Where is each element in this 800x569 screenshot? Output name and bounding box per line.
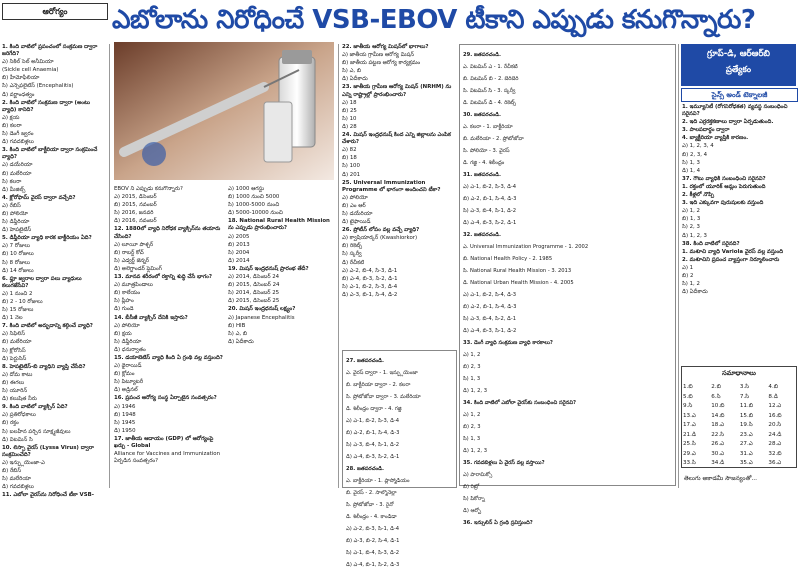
question-line: 31. జతపరచండి. [463,172,501,179]
answer-cell: 21.డి [683,431,697,438]
question-line: బి) 2, 3, 4 [682,151,708,158]
question-line: 3. పాలపదార్థం ద్వారా [682,127,730,134]
question-line: 1. మశూచి వ్యాధి Variola వైరస్‌ వల్ల వస్తుంది [682,248,784,255]
question-line: ఎ) ఎ-2, బి-4, సి-3, డి-1 [342,267,398,274]
question-line: బి) 1, 3 [682,216,701,223]
question-line: ఎ) 7 రోజులు [2,243,31,250]
question-line: ఎ) ఇన్ఫ్లుయెంజా-ఎ [2,459,45,466]
answer-cell: 11.బి [739,403,754,409]
question-line: డి. శిలీంధ్రం ద్వారా - 4. గజ్జి [346,406,402,413]
question-line: సి) 2014, డిసెంబర్‌ 25 [228,290,280,297]
question-line: బి. విటమిన్‌ బి - 2. బెరిబెరి [463,76,519,83]
question-line: బి) రికెట్స్‌ [342,243,363,250]
question-line: ఎ. Universal Immunization Programme - 1. 2002 [463,243,589,250]
question-line: డి) 5000-10000 నుంచి [228,210,283,217]
question-line: బి) 2 - 10 రోజులు [2,299,43,305]
divider [678,44,679,488]
question-line: సి) ఎ-3, బి-4, సి-1, డి-2 [463,207,517,214]
question-line: సి. విటమిన్‌ సి - 3. స్కర్వీ [463,88,516,95]
question-line: ఎ) 2014, డిసెంబర్‌ 24 [228,274,280,281]
question-line: డి) ఏదీకాదు [342,76,368,83]
question-line: డి) 201 [342,171,361,178]
answers-row [682,440,796,450]
question-line: ఎ) డయేరియా [2,162,33,169]
question-line: సి) డిఫ్తీరియా [2,219,30,226]
question-line: 1. ఇమ్యూనిటీ (రోగనిరోధకత) వ్యవస్థ సంబంధించి సరైనవి? [682,104,788,118]
question-line: 34. కింది వాటిలో ఎబోలా వైరస్‌కు సంబంధించి సరైనవి? [463,399,577,406]
section-label: ఆరోగ్యం [2,3,108,20]
question-line: ఎ) పోలియో [114,322,140,329]
question-line: (Sickle cell Anaemia) [2,67,59,74]
exam-tag-line2: ప్రత్యేకం [725,65,752,75]
question-line: సి) 1945 [114,419,136,426]
question-line: 35. గవదబిళ్లలు ఏ వైరస్‌ వల్ల వస్తాయి? [463,459,545,466]
question-line: డి) 1, 2, 3 [463,387,488,394]
divider [109,44,110,488]
question-line: డి) విటమిన్‌ సి [2,436,33,443]
question-line: 23. జాతీయ గ్రామీణ ఆరోగ్య మిషన్‌ (NRHM) ను ఎన్ని రాష్ట్రాల్లో ప్రారంభించారు? [342,84,452,98]
question-line: సి) ఎన్సెఫలైటిస్‌ (Encephalitis) [2,83,74,90]
answer-cell: 30.ఎ [711,450,725,457]
question-line: 2. ఇది ఎర్రరక్తకణాలు ద్వారా ఏర్పడుతుంది. [682,119,774,126]
question-line: 32. జతపరచండి. [463,231,501,238]
answer-cell: 16.బి [768,412,782,419]
question-line: సి) డిఫ్తీరియా [114,338,142,345]
answer-cell: 23.ఎ [739,431,753,438]
question-line: డి) 1950 [114,427,136,434]
question-line: ఎ) 18 [342,99,357,106]
question-line: 7. కింది వాటిలో అర్బుదాన్ని కల్గించే వ్యాధి? [2,323,93,330]
question-line: సి) 2004 [228,249,250,256]
question-line: ఎ) థైరాయిడ్‌ [114,363,142,370]
question-line: ఎ) 2015, డిసెంబర్‌ [114,194,157,201]
question-line: 12. 1880లో వ్యాధి నిరోధక వ్యాక్సిన్‌ను తయారు చేసింది? [114,226,221,240]
question-line: ఎ) ఎ-1, బి-2, సి-3, డి-4 [463,184,517,191]
question-line: ఎ) 1, 2, 3, 4 [682,143,714,150]
question-line: ఎ) పోలియో [342,194,368,201]
question-line: 20. మిషన్‌ ఇంద్రధనుష్‌ లక్ష్యం? [228,306,296,313]
question-line: సి) 1, 3 [682,159,700,166]
question-line: 28. జతపరచండి. [346,466,384,473]
question-line: ఎ) 1 [682,264,694,271]
question-line: 13. మానవ శరీరంలో రక్తాన్ని శుద్ధి చేసే భాగం? [114,274,212,281]
question-line: సి) డయేరియా [342,210,373,217]
question-line: బి) 25 [342,107,357,114]
question-line: సి) ఎ-3, బి-4, సి-1, డి-2 [346,442,400,449]
answer-cell: 29.ఎ [683,450,696,457]
answer-cell: 4.బి [768,384,779,390]
question-line: సి) 2016, జనవరి [114,210,154,217]
question-line: సి) 1, 3 [463,435,481,442]
question-line: 8. హెపటైటిస్‌-బి వ్యాధిని వ్యాప్తి చేసేది? [2,363,86,370]
question-line: బి) కలరా [2,122,22,129]
answer-cell: 19.సి [739,422,753,428]
answer-cell: 13.ఎ [683,412,696,419]
question-line: సి) యూరిన్‌ [2,388,28,395]
question-line: సి) 10 [342,115,357,122]
exam-tag-box [681,44,796,86]
question-line: బి) రాబర్ట్‌ కోచ్‌ [114,249,144,256]
question-line: సి) ఎ-3, బి-4, సి-2, డి-1 [463,315,517,322]
question-line: డి) రేచీకటి [342,259,365,266]
answer-cell: 3.సి [739,384,750,390]
question-line: సి) కలరా [2,178,22,185]
answers-row [682,383,796,393]
question-line: 26. ప్రోటీన్‌ లోపం వల్ల వచ్చే వ్యాధి? [342,227,420,234]
answers-grid [682,383,796,469]
question-line: సి. ప్రోటోజోవా - 3. రైనో [346,502,394,508]
question-line: 22. జాతీయ ఆరోగ్య మిషన్‌లో భాగాలు? [342,44,429,50]
question-line: 30. జతపరచండి. [463,112,501,119]
answer-cell: 12.ఎ [768,403,782,409]
answer-cell: 20.సి [768,422,782,428]
question-line: డి) ఆర్బో [463,507,482,514]
question-line: బి) 2, 3 [463,423,481,430]
question-line: బి) 2 [682,272,694,279]
question-line: 14. బీసీజీ వ్యాక్సిన్‌ దేనికి ఇస్తారు? [114,314,188,321]
question-line: 1. కింది వాటిలో ప్రపంచంలో సంక్రమణ ద్వారా జరిగేది? [2,44,98,58]
answer-cell: 32.బి [768,450,782,457]
question-line: 9. కింది వాటిలో వ్యాక్సిన్‌ ఏది? [2,404,68,411]
exam-tag-line1: గ్రూప్‌-డి, ఆర్‌ఆర్‌బి [707,49,770,59]
question-line: డి) 14 రోజులు [2,267,34,274]
question-line: బి) ఎ-4, బి-3, సి-2, డి-1 [342,275,398,282]
question-line: బి) 2015, డిసెంబర్‌ 24 [228,282,280,289]
question-line: బి. వైరస్‌ - 2. సాల్మొనెల్లా [346,490,397,497]
question-line: డి) 28 [342,123,357,130]
column-1 [2,44,106,499]
question-line: బి. బాక్టీరియా ద్వారా - 2. కలరా [346,382,411,389]
question-line: బి) మలేరియా [2,339,32,346]
question-line: సి) 1, 3 [463,375,481,382]
question-line: ఎ) 1, 2 [463,411,481,418]
question-line: 17. జాతీయ ఆదాయం (GDP) లో ఆరోగ్యంపై ఖర్చు - Global [114,435,214,449]
question-line: డి. విటమిన్‌ డి - 4. రికెట్స్‌ [463,100,516,107]
headline: ఎబోలాను నిరోధించే VSB-EBOV టీకాని ఎప్పుడు కనుగొన్నారు? [112,5,756,35]
question-line: ఎ) మూత్రపిండాలు [114,282,153,289]
question-line: డి) ఎ-4, బి-3, సి-2, డి-1 [346,454,400,461]
column-2 [114,186,224,486]
question-line: బి) ఎ-2, బి-1, సి-4, డి-3 [346,430,400,437]
question-line: సి) ఎ, బి [342,68,362,75]
question-line: బి) 18 [342,155,357,162]
question-line: ఎ) క్వాషియార్కర్‌ (Kwashiorkor) [342,235,418,242]
question-line: డి) పెర్టుసిస్‌ [2,355,27,362]
question-line: సి) 1, 2 [682,281,700,288]
question-line: 2. కీళ్లలో నొప్పి [682,192,715,199]
question-line: బి) ఎ-2, బి-1, సి-4, డి-3 [463,303,517,310]
question-line: డి) ఎ-4, బి-3, సి-1, డి-2 [463,327,517,334]
answers-box [681,366,797,468]
column-2b [228,186,336,486]
question-line: డి) అడ్రినల్‌ [114,387,138,394]
vaccine-photo [114,42,334,180]
question-line: బి) కాలేయం [114,290,141,297]
question-line: డి) గుండె [114,306,134,313]
answer-cell: 10.బి [711,403,725,409]
question-line: డి) ఏదీకాదు [682,289,708,296]
answer-cell: 17.ఎ [683,422,696,428]
answer-cell: 24.డి [768,431,782,438]
question-line: డి) వర్ణాంధత్వం [2,91,35,98]
question-line: 2. మశూచిని ప్రపంచ వ్యాప్తంగా నిర్మూలించారు [682,256,780,263]
match-question-box [342,350,457,568]
question-line: 27. జతపరచండి. [346,358,384,365]
question-line: సి) డెంగీ జ్వరం [2,131,34,138]
question-line: డి) ఎ-4, బి-1, సి-2, డి-3 [346,561,400,568]
question-line: డి) ఎ-3, బి-1, సి-4, డి-2 [342,291,398,298]
question-line: 24. మిషన్‌ ఇంద్రధనుష్‌ కింద ఎన్ని జిల్లాలను ఎంపిక చేశారు? [342,132,451,146]
question-line: ఎ) 1, 2 [463,351,481,358]
question-line: ఎ) ప్రతిరోధకాలు [2,412,36,419]
question-line: ఎ) సికిల్‌ సెల్‌ అనీమియా [2,59,54,66]
answer-cell: 1.బి [683,384,693,390]
question-line: ఎ. బాక్టీరియా - 1. ప్లాస్మోడియం [346,478,410,485]
question-line: సి. National Rural Health Mission - 3. 2013 [463,267,572,274]
question-line: డి) 1, 2, 3 [682,232,707,239]
answer-cell: 7.సి [739,393,750,400]
answers-row [682,459,796,469]
question-line: డి) మీజిల్స్‌ [2,186,26,193]
subject-label: సైన్స్‌ అండ్‌ టెక్నాలజీ [681,88,798,102]
question-line: డి) గవదబిళ్లలు [2,139,34,146]
question-line: బి) ఎ-2, బి-1, సి-4, డి-3 [463,196,517,202]
question-line: సి) ఎ, బి [228,330,248,337]
question-line: బి) 2013 [228,241,250,248]
column-3 [342,44,457,344]
question-line: బి) హీమోఫీలియా [2,75,40,82]
answer-cell: 31.ఎ [739,450,753,457]
answers-row [682,393,796,403]
question-line: ఎ. కలరా - 1. బాక్టీరియా [463,124,513,131]
question-line: బి) క్లోమం [114,371,135,378]
question-line: ఎ) 1946 [114,403,136,410]
question-line: బి. మలేరియా - 2. ప్రోటోజోవా [463,136,524,143]
question-line: 2. కింది వాటిలో సంక్రమణ ద్వారా (అంటు వ్యాధి) కానిది? [2,99,91,113]
question-line: సి) ప్లీహం [114,298,134,305]
question-line: డి) 2014 [228,257,250,264]
answer-cell: 15.బి [739,412,754,419]
question-line: ఎ) 2005 [228,233,250,240]
answers-row [682,431,796,441]
answer-cell: 8.డి [768,393,778,400]
question-line: ఎ. విటమిన్‌ ఎ - 1. రేచీకటి [463,64,518,71]
answer-cell: 14.బి [711,412,725,419]
question-line: 11. ఎబోలా వైరస్‌ను నిరోధించే టీకా VSB- [2,492,94,499]
question-line: సి) బలహీన పర్చిన సూక్ష్మజీవులు [2,428,71,435]
question-line: ఎ) దోమ కాటు [2,371,33,378]
question-line: ఎ) క్షయ [2,114,20,121]
answers-row [682,412,796,422]
question-line: ఎ) సిఫిలిస్‌ [2,331,26,338]
question-line: Alliance for Vaccines and Immunization ఏర్పడిన సంవత్సరం? [114,451,221,465]
question-line: డి) 1, 4 [682,167,701,174]
question-line: సి) పిట్యూటరీ [114,379,144,386]
question-line: డి. National Urban Health Mission - 4. 2005 [463,279,574,286]
question-line: 36. ఇన్సులిన్‌ ఏ గ్రంథి స్రవిస్తుంది? [463,519,533,526]
question-line: బి) ఈగలు [2,379,25,386]
column-5 [682,104,796,362]
question-line: ఎ) ఎ-1, బి-2, సి-4, డి-3 [463,291,517,298]
question-line: డి) 2015, డిసెంబర్‌ 25 [228,298,280,305]
question-line: సి) పికోర్నా [463,495,485,502]
question-line: బి) క్షయ [114,330,132,337]
question-line: 16. ప్రపంచ ఆరోగ్య సంస్థ ఏర్పాటైన సంవత్సరం? [114,395,217,402]
question-line: బి) HIB [228,322,246,329]
answer-cell: 26.ఎ [711,441,725,447]
question-line: ఎ) పారామిక్సో [463,471,493,478]
question-line: బి) జాతీయ పట్టణ ఆరోగ్య కార్యక్రమం [342,60,421,67]
question-line: 25. Universal Immunization Programme లో భాగంగా అందించని టీకా? [342,179,441,193]
question-line: 29. జతపరచండి. [463,52,501,59]
column-4 [459,44,676,526]
answer-cell: 27.ఎ [739,441,753,447]
question-line: 4. బ్యాక్టీరియా వ్యాప్తికి కారణం. [682,135,749,142]
question-line: ఎ. వైరస్‌ ద్వారా - 1. ఇన్ఫ్లుయెంజా [346,370,418,377]
question-line: డి) హెపటైటిస్‌ [2,227,32,234]
answers-row [682,450,796,460]
question-line: డి) కలుషిత నీరు [2,396,37,403]
question-line: సి) 8 రోజులు [2,259,30,266]
question-line: ఎ) 1000 ఆగస్టు [228,186,265,192]
question-line: 18. National Rural Health Mission ను ఎప్పుడు ప్రారంభించారు? [228,218,330,232]
answers-title: సమాధానాలు [722,369,756,377]
question-line: సి) 100 [342,163,360,170]
answer-cell: 6.సి [711,393,721,400]
question-line: ఎ) 1, 2 [682,208,700,215]
question-line: సి) మలేరియా [2,476,31,483]
question-line: సి) ఎ-1, బి-2, సి-3, డి-4 [342,283,398,290]
answer-cell: 28.ఎ [768,441,782,447]
question-line: బి. National Health Policy - 2. 1985 [463,255,553,262]
question-line: సి) ఎ-1, బి-4, సి-3, డి-2 [346,549,400,556]
question-line: 6. ఫ్లూ జ్వరాల ద్వారా పలు వ్యాధులు కలుగజేసేవి? [2,275,82,289]
answer-cell: 25.సి [683,441,696,447]
answer-cell: 34.డి [711,460,725,466]
question-line: డి) ఏదీకాదు [228,338,254,345]
question-line: 38. కింది వాటిలో సరైనది? [682,240,740,247]
answer-cell: 33.సి [683,460,696,466]
answer-cell: 36.ఎ [768,460,782,466]
question-line: డి) 1, 2, 3 [463,447,488,454]
question-line: ఎ) రేబిస్‌ [2,202,21,209]
question-line: 3. ఇది ఎక్కువగా పురుషులకు వస్తుంది [682,200,764,207]
question-line: 1. రక్తంలో యూరిక్‌ ఆమ్లం పెరుగుతుంది [682,183,766,190]
answer-cell: 9.సి [683,403,693,409]
question-line: సి) ఎడ్వర్డ్‌ జెన్నర్‌ [114,257,150,264]
question-line: డి) టైఫాయిడ్‌ [342,219,371,226]
question-line: ఎ) ఎ-2, బి-3, సి-1, డి-4 [346,525,400,532]
question-line: డి. గజ్జి - 4. శిలీంధ్రం [463,160,505,167]
question-line: ఎ) జాతీయ గ్రామీణ ఆరోగ్య మిషన్‌ [342,52,415,59]
question-line: బి) 1000 నుంచి 5000 [228,194,280,201]
question-line: బి) 2015, నవంబర్‌ [114,202,157,209]
question-line: ఎ) 82 [342,147,357,154]
question-line: బి) రిట్రో [463,483,480,490]
question-line: 5. డిఫ్తీరియా వ్యాధి కారక బాక్టీరియం ఏది? [2,235,92,242]
question-line: సి) 1000-5000 నుంచి [228,202,280,209]
question-line: బి) 2, 3 [463,363,481,370]
question-line: 19. మిషన్‌ ఇంద్రధనుష్‌ ప్రారంభ తేదీ? [228,265,309,272]
question-line: డి) ఎ-4, బి-3, సి-2, డి-1 [463,219,517,226]
question-line: బి) 10 రోజులు [2,251,34,258]
question-line: EBOV ని ఎప్పుడు కనుగొన్నారు? [114,186,183,192]
question-line: డి) 2016, నవంబర్‌ [114,218,157,225]
question-line: ఎ) 1 నుంచి 2 [2,290,33,297]
question-line: 15. డయాబెటిస్‌ వ్యాధి కింది ఏ గ్రంథి వల్ల వస్తుంది? [114,354,223,361]
answer-cell: 2.బి [711,384,721,390]
question-line: ఎ) Japanese Encephalitis [228,314,295,321]
question-line: సి) 15 రోజులు [2,307,34,314]
question-line: సి. ప్రోటోజోవా ద్వారా - 3. మలేరియా [346,394,421,401]
question-line: 4. క్లోరోఫామ్‌ వైరస్‌ ద్వారా వచ్చేది? [2,194,76,201]
question-line: డి) ధనుర్వాతం [114,346,146,353]
question-line: బి) మలేరియా [2,170,32,177]
question-line: డి) 1 నెల [2,315,23,322]
question-line: సి) 2, 3 [682,224,700,231]
question-line: సి) క్లోరోసిస్‌ [2,347,26,354]
divider [338,44,339,488]
question-line: బి) 1948 [114,411,136,418]
question-line: 37. గౌటు వ్యాధికి సంబంధించి సరైనవి? [682,175,766,182]
question-line: బి) ఎం ఆర్‌ [342,202,366,209]
answer-cell: 5.బి [683,393,693,400]
answer-cell: 35.ఎ [739,460,753,466]
question-line: బి) రేబిస్‌ [2,467,22,474]
answer-cell: 18.ఎ [711,422,725,428]
question-line: 33. డెంగీ వ్యాధి సంక్రమణ వ్యాధి కారకాలు? [463,339,553,346]
question-line: 3. కింది వాటిలో బాక్టీరియా ద్వారా సంక్రమించే వ్యాధి? [2,147,98,161]
question-line: బి) ఎ-3, బి-2, సి-4, డి-1 [346,537,400,544]
answers-row [682,421,796,431]
footer-credit: తెలుగు అకాడమీ సౌజన్యంతో... [684,475,758,482]
answer-cell: 22.సి [711,431,725,438]
question-line: సి. పోలియో - 3. వైరస్‌ [463,148,510,155]
question-line: ఎ) లూయీ పాశ్చర్‌ [114,241,154,248]
question-line: ఎ) ఎ-1, బి-2, సి-3, డి-4 [346,418,400,425]
question-line: బి) రక్తం [2,420,19,427]
question-line: బి) పోలియో [2,210,29,217]
answers-row [682,402,796,412]
question-line: 10. లిస్సా వైరస్‌ (Lyssa Virus) ద్వారా సంక్రమించేది? [2,444,94,458]
question-line: డి) గవదబిళ్లలు [2,484,34,491]
question-line: డి. శిలీంధ్రం - 4. కాండిడా [346,513,397,520]
question-line: సి) స్కర్వీ [342,251,362,258]
question-line: డి) అలెగ్జాండర్‌ ఫ్లెమింగ్‌ [114,265,162,272]
